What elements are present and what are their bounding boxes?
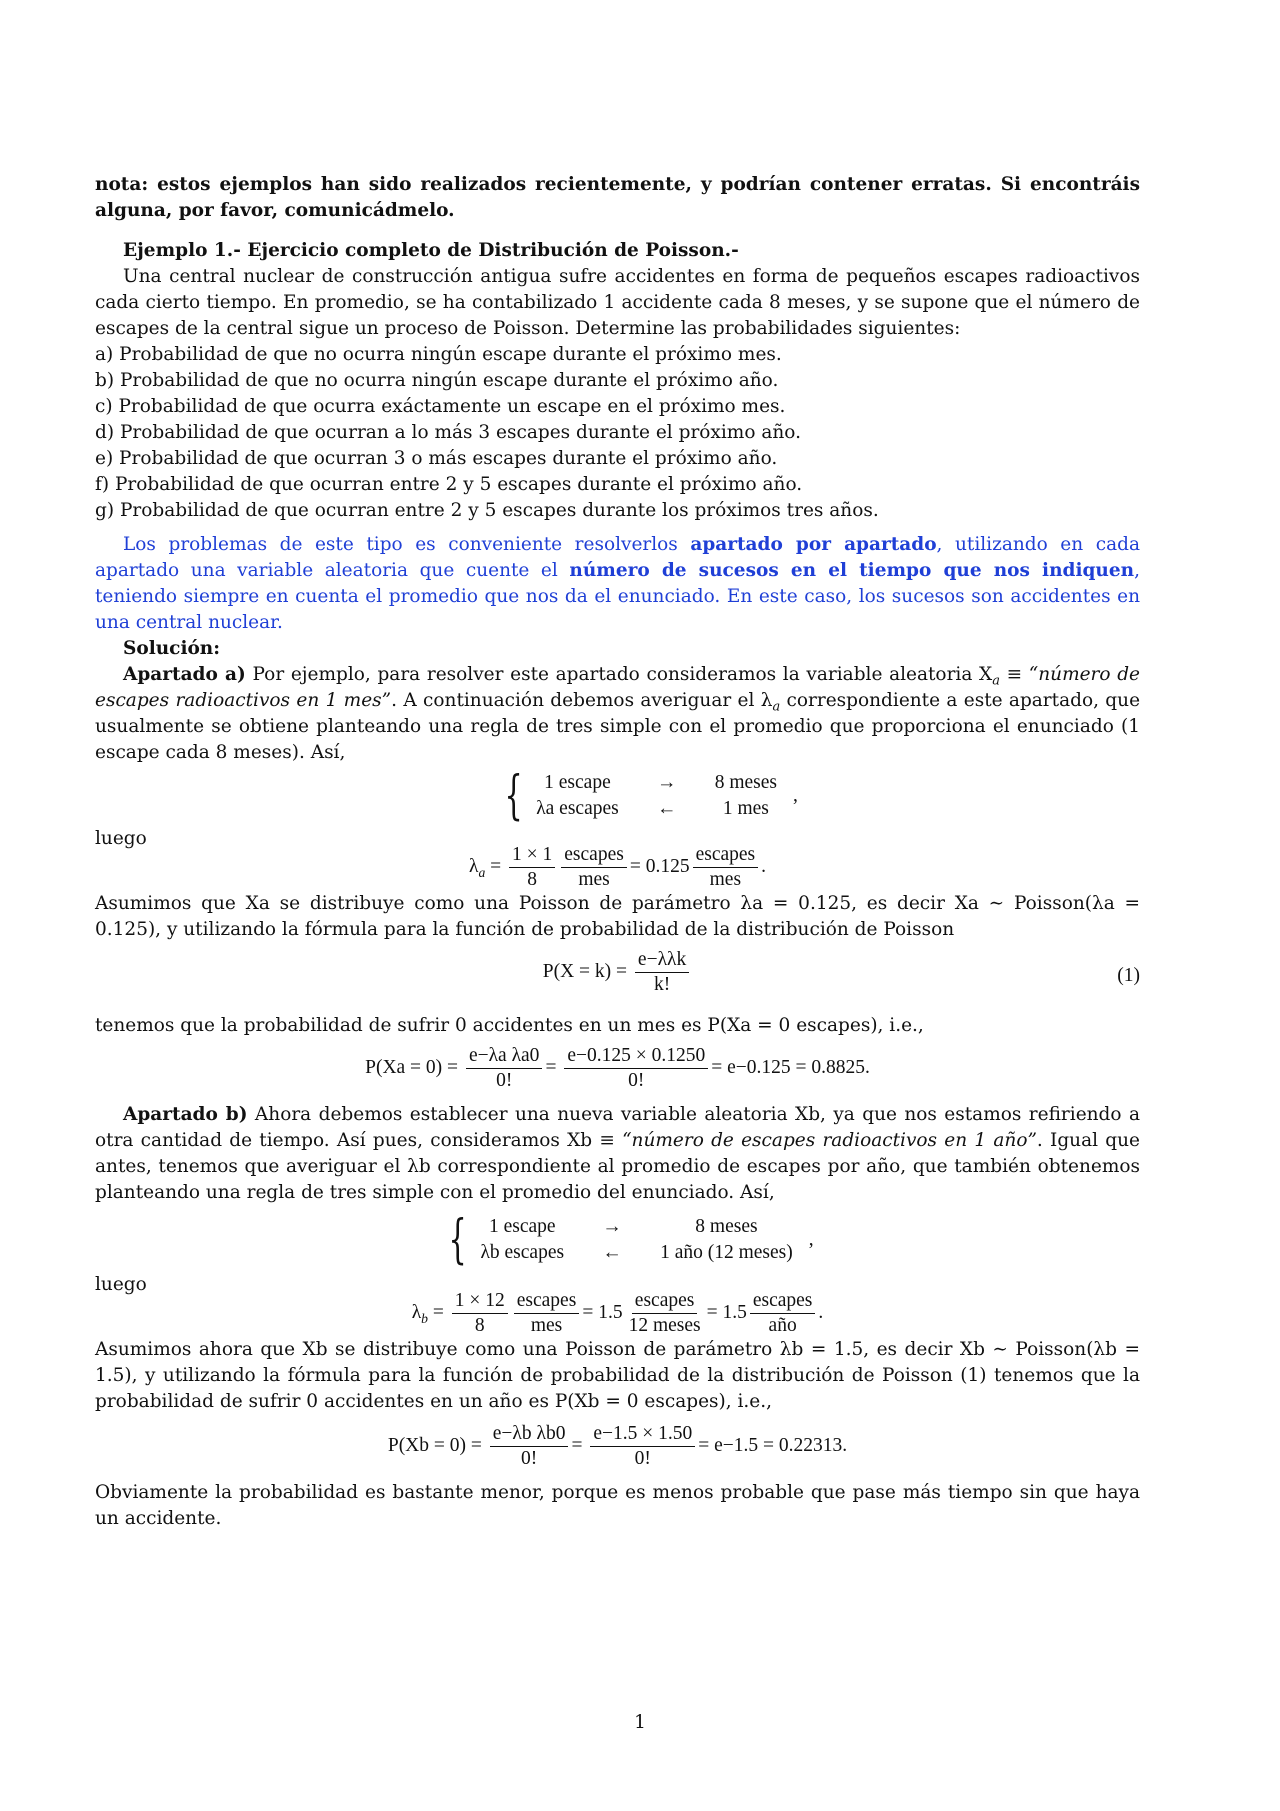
- example-title: Ejemplo 1.- Ejercicio completo de Distribución de Poisson.-: [123, 240, 739, 261]
- part-a-result-intro: tenemos que la probabilidad de sufrir 0 accidentes en un mes es P(Xa = 0 escapes), i.e.,: [95, 1015, 924, 1036]
- part-a-assumption: Asumimos que Xa se distribuye como una Poisson de parámetro λa = 0.125, es decir Xa ∼ Poisson(λa = 0.125), y utilizando la fórmula para la función de probabilidad de la distribución de Poisson: [95, 893, 1140, 940]
- question-item: g) Probabilidad de que ocurran entre 2 y 5 escapes durante los próximos tres años.: [95, 500, 879, 521]
- question-item: a) Probabilidad de que no ocurra ningún escape durante el próximo mes.: [95, 344, 782, 365]
- conclusion-paragraph: Obviamente la probabilidad es bastante menor, porque es menos probable que pase más tiempo sin que haya un accidente.: [95, 1482, 1140, 1529]
- part-a-variable-definition: “número de escapes radioactivos en 1 mes”: [95, 664, 1141, 711]
- example-statement: Una central nuclear de construcción antigua sufre accidentes en forma de pequeños escapes radioactivos cada cierto tiempo. En promedio, se ha contabilizado 1 accidente cada 8 meses, y se supone que el número de escapes de la central sigue un proceso de Poisson. Determine las probabilidades siguientes:: [95, 266, 1140, 339]
- part-a-text: Por ejemplo, para resolver este apartado consideramos la variable aleatoria X: [245, 664, 993, 685]
- part-b-assumption: Asumimos ahora que Xb se distribuye como una Poisson de parámetro λb = 1.5, es decir Xb ∼ Poisson(λb = 1.5), y utilizando la fórmula para la función de probabilidad de la distribución de Poisson (1) tenemos que la probabilidad de sufrir 0 accidentes en un año es P(Xb = 0 escapes), i.e.,: [95, 1339, 1140, 1412]
- part-a-text: . A continuación debemos averiguar el λ: [391, 690, 773, 711]
- part-a-luego: luego: [95, 828, 147, 849]
- part-b-lambda-equation: $\lambda_b$ = $\frac{1 \times 12}{8}$ $\frac{\text{escapes}}{\text{mes}}$ = 1.5 $\frac{\text{escapes}}{\text{12 meses}}$ = 1.5 $\frac{\text{escapes}}{\text{año}}$ .: [411, 1290, 824, 1336]
- question-item: b) Probabilidad de que no ocurra ningún escape durante el próximo año.: [95, 370, 779, 391]
- question-list: [95, 342, 1140, 524]
- equation-number: (1): [1117, 965, 1140, 986]
- part-b-label: Apartado b): [123, 1104, 248, 1125]
- question-item: e) Probabilidad de que ocurran 3 o más escapes durante el próximo año.: [95, 448, 778, 469]
- part-b-intro: [95, 1102, 1140, 1206]
- note-paragraph: nota: estos ejemplos han sido realizados recientemente, y podrían contener erratas. Si encontráis alguna, por favor, comunicádmelo.: [95, 174, 1140, 221]
- question-item: c) Probabilidad de que ocurra exáctamente un escape en el próximo mes.: [95, 396, 786, 417]
- part-a-intro: Apartado a) Por ejemplo, para resolver este apartado consideramos la variable aleatoria $X_a$ ≡ “número de escapes radioactivos en 1 mes”. A continuación debemos averiguar el $\lambda_a$ correspondiente a este apartado, que usualmente se obtiene planteando una regla de tres simple con el promedio que proporciona el enunciado (1 escape cada 8 meses). Así,: [95, 664, 1141, 763]
- part-a-rule-of-three: { 1 escape → 8 meses λa escapes ← 1 mes ,: [504, 766, 798, 826]
- part-b-variable-definition: “número de escapes radioactivos en 1 año”: [622, 1130, 1037, 1151]
- tip-text: , teniendo siempre en cuenta el promedio que nos da el enunciado. En este caso, los sucesos son accidentes en una central nuclear.: [95, 560, 1140, 633]
- document-page: [95, 172, 1140, 1532]
- part-a-lambda-equation: $\lambda_a$ = $\frac{1 \times 1}{8}$ $\frac{\text{escapes}}{\text{mes}}$ = 0.125 $\frac{\text{escapes}}{\text{mes}}$ .: [468, 844, 767, 890]
- part-a-text: correspondiente a este apartado, que usualmente se obtiene planteando una regla de tres simple con el promedio que proporciona el enunciado (1 escape cada 8 meses). Así,: [95, 690, 1141, 763]
- part-b-text: . Igual que antes, tenemos que averiguar el λb correspondiente al promedio de escapes por año, que también obtenemos planteando una regla de tres simple con el promedio del enunciado. Así,: [95, 1130, 1140, 1203]
- part-b-luego: luego: [95, 1274, 147, 1295]
- tip-paragraph: [95, 532, 1140, 636]
- part-a-probability-equation: P(Xa = 0) = $\frac{\text{e−λa λa0}}{0!}$ = $\frac{e-0.125 \times 0.1250}{0!}$ = e−0.125 = 0.8825.: [365, 1045, 870, 1091]
- part-b-text: Ahora debemos establecer una nueva variable aleatoria Xb, ya que nos estamos refiriendo a otra cantidad de tiempo. Así pues, consideramos Xb ≡: [95, 1104, 1140, 1151]
- tip-emphasis: número de sucesos en el tiempo que nos indiquen: [569, 560, 1135, 581]
- question-item: f) Probabilidad de que ocurran entre 2 y 5 escapes durante el próximo año.: [95, 474, 803, 495]
- part-b-rule-of-three: { 1 escape → 8 meses λb escapes ← 1 año (12 meses) ,: [448, 1210, 814, 1270]
- part-b-probability-equation: P(Xb = 0) = $\frac{\text{e−λb λb0}}{0!}$ = $\frac{e-1.5 \times 1.50}{0!}$ = e−1.5 = 0.22313.: [387, 1423, 848, 1469]
- question-item: d) Probabilidad de que ocurran a lo más 3 escapes durante el próximo año.: [95, 422, 801, 443]
- tip-emphasis: apartado por apartado: [690, 534, 937, 555]
- poisson-formula: P(X = k) = $\frac{\text{e−λλk}}{k!}$ (1): [542, 949, 1140, 995]
- page-number: 1: [634, 1712, 646, 1733]
- solution-heading: Solución:: [123, 638, 221, 659]
- part-a-label: Apartado a): [123, 664, 246, 685]
- tip-text: , utilizando en cada apartado una variable aleatoria que cuente el: [95, 534, 1140, 581]
- tip-text: Los problemas de este tipo es conveniente resolverlos: [123, 534, 691, 555]
